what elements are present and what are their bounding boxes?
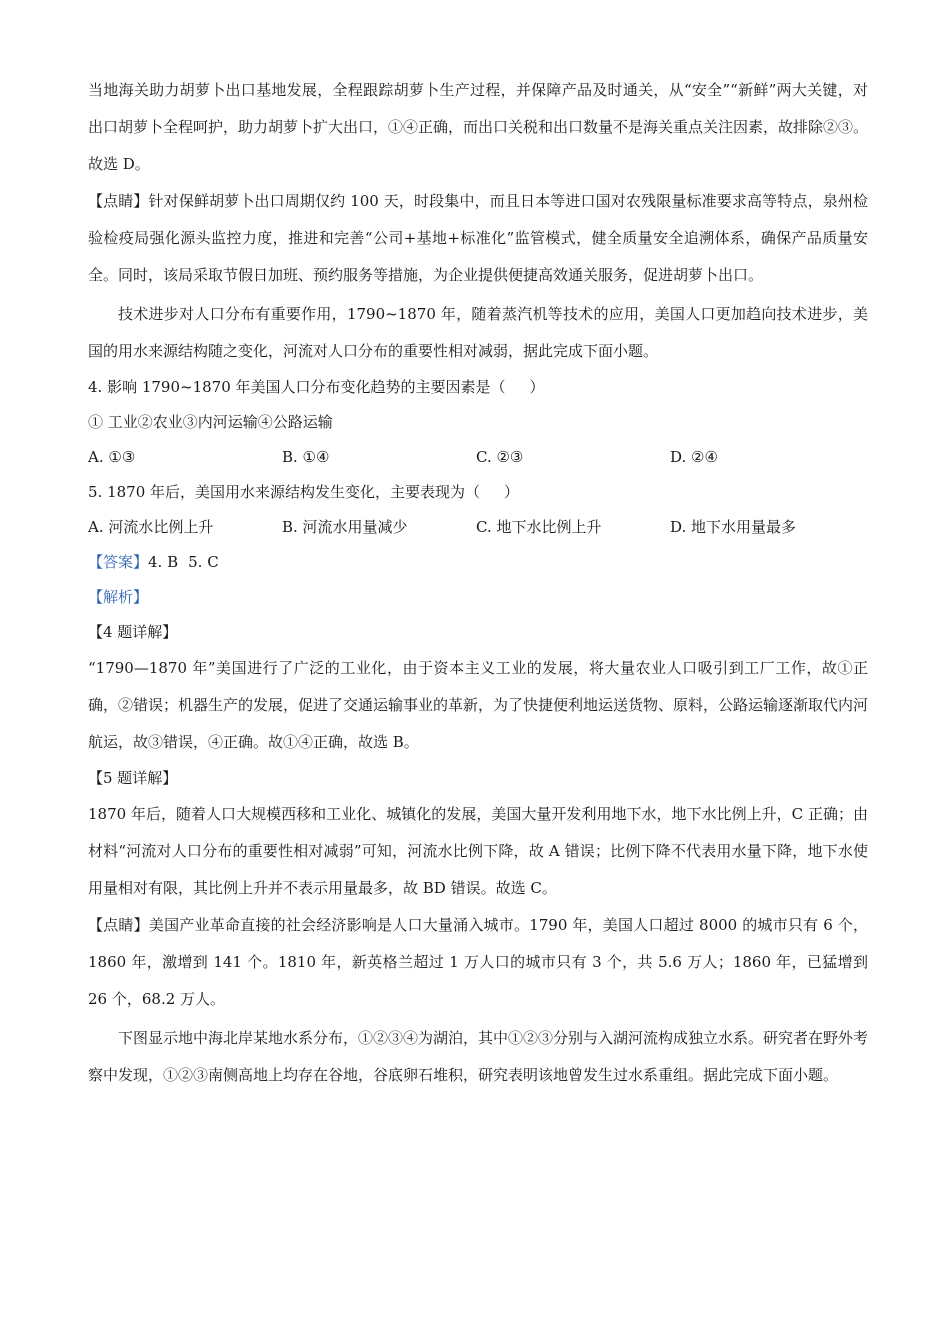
detail-4-heading: 【4 题详解】 [88,623,178,641]
tip-paragraph-2 [88,907,868,1018]
tip-text: 针对保鲜胡萝卜出口周期仅约 100 天，时段集中，而且日本等进口国对农残限量标准要求高等特点，泉州检验检疫局强化源头监控力度，推进和完善“公司+基地+标准化”监管模式，健全质量安全追溯体系，确保产品质量安全。同时，该局采取节假日加班、预约服务等措施，为企业提供便捷高效通关服务，促进胡萝卜出口。 [88,192,868,284]
material-paragraph-2: 下图显示地中海北岸某地水系分布，①②③④为湖泊，其中①②③分别与入湖河流构成独立水系。研究者在野外考察中发现，①②③南侧高地上均存在谷地，谷底卵石堆积，研究表明该地曾发生过水系重组。据此完成下面小题。 [88,1029,869,1084]
question-5-options [88,510,868,545]
question-4-stem [88,370,868,405]
intro-paragraph: 当地海关助力胡萝卜出口基地发展，全程跟踪胡萝卜生产过程，并保障产品及时通关，从“安全”“新鲜”两大关键，对出口胡萝卜全程呵护，助力胡萝卜扩大出口，①④正确，而出口关税和出口数量不是海关重点关注因素，故排除②③。故选 D。 [88,81,869,173]
detail-5-text: 1870 年后，随着人口大规模西移和工业化、城镇化的发展，美国大量开发利用地下水，地下水比例上升，C 正确；由材料“河流对人口分布的重要性相对减弱”可知，河流水比例下降，故 A 错误；比例下降不代表用水量下降，地下水使用量相对有限，其比例上升并不表示用量最多，故 BD 错误。故选 C。 [88,805,868,897]
question-4-items: ① 工业②农业③内河运输④公路运输 [88,413,333,431]
answer-label: 【答案】 [88,553,149,571]
option-5a: A. 河流水比例上升 [88,518,214,536]
answer-4: 4. B [148,553,179,571]
option-4c: C. ②③ [476,448,524,466]
question-5-text: 5. 1870 年后，美国用水来源结构发生变化，主要表现为（ [88,483,481,501]
option-5c: C. 地下水比例上升 [476,518,602,536]
question-5-close: ） [504,483,520,501]
option-5d: D. 地下水用量最多 [670,518,797,536]
answer-line [88,545,868,580]
analysis-label: 【解析】 [88,588,149,606]
detail-4-text: “1790—1870 年”美国进行了广泛的工业化，由于资本主义工业的发展，将大量农业人口吸引到工厂工作，故①正确，②错误；机器生产的发展，促进了交通运输事业的革新，为了快捷便利地运送货物、原料，公路运输逐渐取代内河航运，故③错误，④正确。故①④正确，故选 B。 [88,659,869,751]
question-4-text: 4. 影响 1790~1870 年美国人口分布变化趋势的主要因素是（ [88,378,506,396]
question-5-stem [88,475,868,510]
material-paragraph-1: 技术进步对人口分布有重要作用，1790~1870 年，随着蒸汽机等技术的应用，美国人口更加趋向技术进步，美国的用水来源结构随之变化，河流对人口分布的重要性相对减弱，据此完成下面小题。 [88,305,868,360]
document-page [88,72,868,1094]
tip-paragraph-1 [88,183,868,294]
answer-5: 5. C [188,553,219,571]
tip-label: 【点睛】 [88,192,149,210]
tip-text-2: 美国产业革命直接的社会经济影响是人口大量涌入城市。1790 年，美国人口超过 8000 的城市只有 6 个，1860 年，激增到 141 个。1810 年，新英格兰超过 1 万人口的城市只有 3 个，共 5.6 万人；1860 年，已猛增到 26 个，68.2 万人。 [88,916,868,1008]
option-4d: D. ②④ [670,448,718,466]
option-4a: A. ①③ [88,448,136,466]
question-4-close: ） [529,378,545,396]
detail-5-heading: 【5 题详解】 [88,769,178,787]
option-5b: B. 河流水用量减少 [282,518,408,536]
question-4-options [88,440,868,475]
option-4b: B. ①④ [282,448,330,466]
tip-label-2: 【点睛】 [88,916,149,934]
